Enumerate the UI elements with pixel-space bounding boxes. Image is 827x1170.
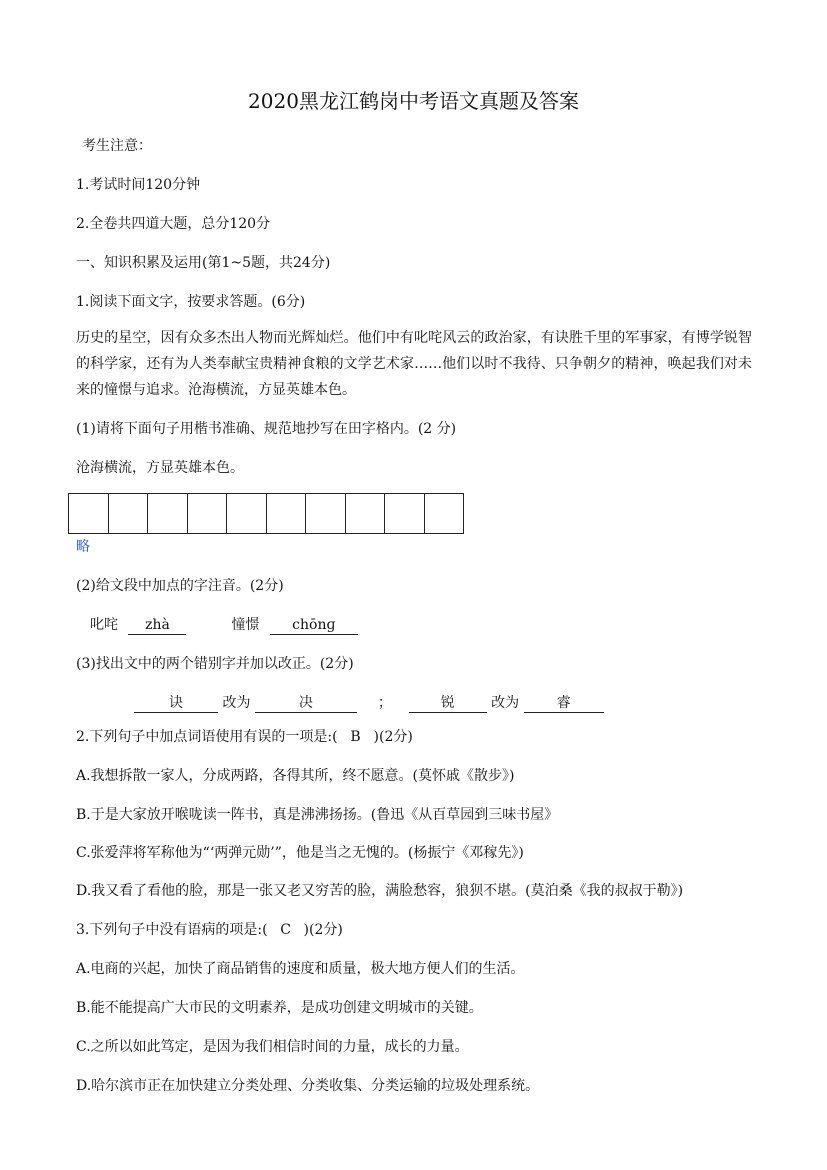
reading-passage: 历史的星空，因有众多杰出人物而光辉灿烂。他们中有叱咤风云的政治家，有诀胜千里的军事家，有博学锐智的科学家，还有为人类奉献宝贵精神食粮的文学艺术家……他们以时不我待、只争朝夕的精神，唤起我们对未来的憧憬与追求。沧海横流，方显英雄本色。	[76, 330, 752, 398]
copy-sentence: 沧海横流，方显英雄本色。	[76, 460, 244, 476]
grid-cell[interactable]	[227, 494, 267, 533]
option-b: B.于是大家放开喉咙读一阵书，真是沸沸扬扬。(鲁迅《从百草园到三味书屋》	[76, 807, 559, 823]
grid-cell[interactable]	[425, 494, 465, 533]
grid-cell[interactable]	[69, 494, 109, 533]
grid-cell[interactable]	[188, 494, 228, 533]
page-title: 2020黑龙江鹤岗中考语文真题及答案	[248, 89, 579, 113]
stem-text: 2.下列句子中加点词语使用有误的一项是:(	[76, 729, 338, 745]
notice-item: 1.考试时间120分钟	[76, 177, 201, 193]
option-c: C.张爱萍将军称他为“‘两弹元勋’”，他是当之无愧的。(杨振宁《邓稼先》)	[76, 845, 524, 861]
pinyin-word: 叱咤	[90, 617, 118, 633]
corrections-row	[134, 693, 604, 713]
option-d: D.哈尔滨市正在加快建立分类处理、分类收集、分类运输的垃圾处理系统。	[76, 1078, 540, 1094]
option-c: C.之所以如此笃定，是因为我们相信时间的力量，成长的力量。	[76, 1039, 469, 1055]
question-3-answer[interactable]: C	[280, 922, 291, 938]
question-1-stem: 1.阅读下面文字，按要求答题。(6分)	[76, 294, 306, 310]
pinyin-answer-1[interactable]: zhà	[128, 616, 186, 635]
notice-item: 2.全卷共四道大题，总分120分	[76, 216, 271, 232]
section-heading: 一、知识积累及运用(第1~5题，共24分)	[76, 255, 331, 271]
correction-label: 改为	[491, 695, 520, 711]
writing-grid	[68, 493, 464, 534]
grid-cell[interactable]	[306, 494, 346, 533]
stem-text: 3.下列句子中没有语病的项是:(	[76, 922, 268, 938]
right-char-2[interactable]: 睿	[524, 694, 604, 713]
pinyin-row	[90, 615, 358, 635]
option-d: D.我又看了看他的脸，那是一张又老又穷苦的脸，满脸愁容，狼狈不堪。(莫泊桑《我的叔叔于勒》)	[76, 883, 684, 899]
pinyin-answer-2[interactable]: chōnɡ	[270, 616, 358, 635]
question-1-sub3: (3)找出文中的两个错别字并加以改正。(2分)	[76, 656, 354, 672]
correction-label: 改为	[222, 695, 251, 711]
notice-heading: 考生注意：	[82, 138, 152, 154]
grid-cell[interactable]	[109, 494, 149, 533]
wrong-char-2[interactable]: 锐	[409, 694, 487, 713]
grid-answer: 略	[76, 539, 90, 555]
grid-cell[interactable]	[385, 494, 425, 533]
grid-cell[interactable]	[267, 494, 307, 533]
stem-score: )(2分)	[303, 922, 343, 938]
option-b: B.能不能提高广大市民的文明素养，是成功创建文明城市的关键。	[76, 1000, 483, 1016]
question-3-stem	[76, 920, 343, 940]
right-char-1[interactable]: 决	[255, 694, 357, 713]
stem-score: )(2分)	[373, 729, 413, 745]
question-1-sub2: (2)给文段中加点的字注音。(2分)	[76, 578, 284, 594]
grid-cell[interactable]	[346, 494, 386, 533]
question-2-stem	[76, 727, 413, 747]
wrong-char-1[interactable]: 诀	[134, 694, 218, 713]
separator: ；	[377, 695, 392, 711]
question-1-sub1: (1)请将下面句子用楷书准确、规范地抄写在田字格内。(2 分)	[76, 421, 457, 437]
option-a: A.电商的兴起，加快了商品销售的速度和质量，极大地方便人们的生活。	[76, 961, 525, 977]
option-a: A.我想拆散一家人，分成两路，各得其所，终不愿意。(莫怀戚《散步》)	[76, 768, 515, 784]
grid-cell[interactable]	[148, 494, 188, 533]
pinyin-word: 憧憬	[231, 617, 260, 633]
question-2-answer[interactable]: B	[350, 729, 361, 745]
